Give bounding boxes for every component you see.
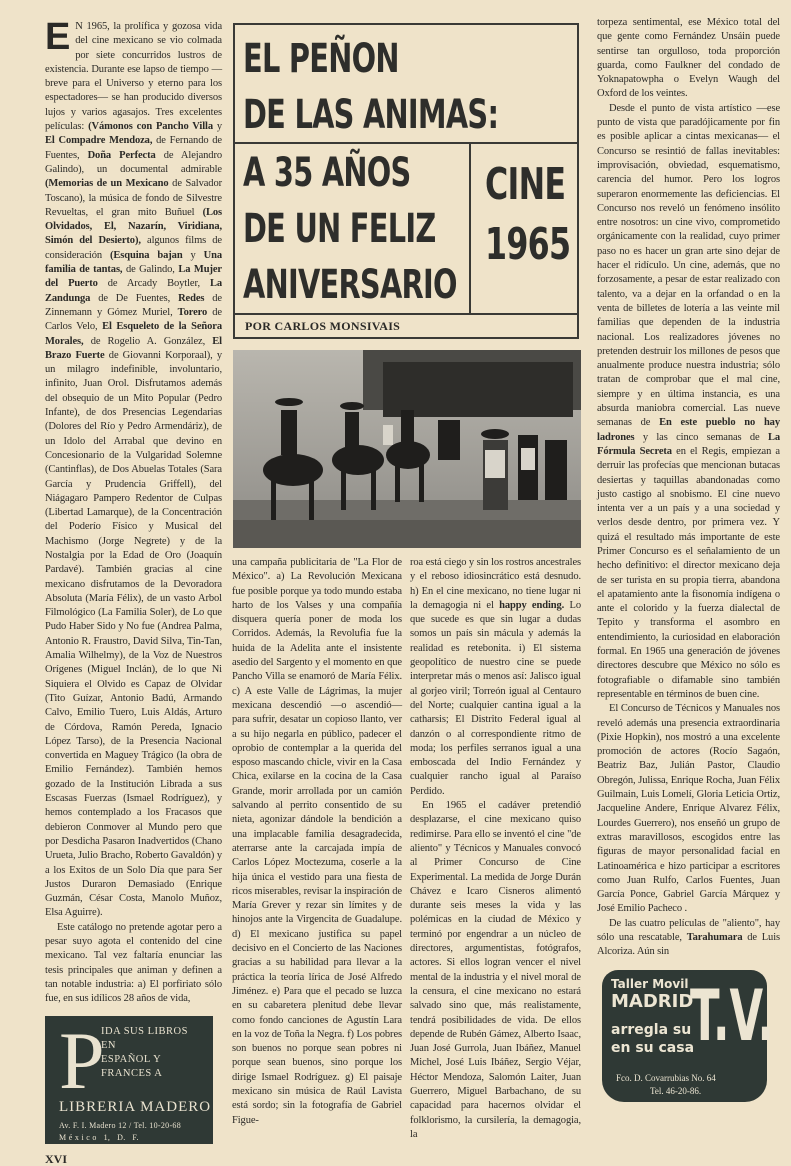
text-run: en el Regis, empiezan a derruir las profecías que mencionan butacas desiertas y taquillas abandonadas como justo castigo al snobismo. El cine nuevo intenta ver a un país y a una sociedad y verlos desde dentro, por primera vez. Y quizá el resultado más importante de este Primer Concurso es el señalamiento de un hecho definitivo: el director mexicano deja de ser turista en su propia tierra, abandona el apatamiento ante la fisonomía indígena o ante el colorido y la fuerza dialectal de Tepito y transforma el asombro en entendimiento, la curiosidad en elaboración formal. En 1965 una generación de jóvenes directores descubre que México no sólo es fotografiable o difamable sino también representable en términos de buen cine. [597, 445, 780, 700]
film-title: En este pueblo no hay ladrones [597, 417, 780, 443]
text-run: y [182, 249, 204, 261]
film-still-photo [233, 350, 581, 548]
paragraph [45, 921, 222, 1007]
film-title: La Fórmula Secreta [597, 431, 780, 457]
divider [469, 142, 471, 313]
text-run: y [212, 121, 222, 133]
headline-line: EL PEÑON [243, 36, 399, 82]
drop-cap: E [45, 16, 71, 58]
film-title: (Esquina bajan [109, 249, 183, 261]
ad-city: M é x i c o 1, D. F. [59, 1133, 139, 1143]
page-number: XVI [45, 1152, 68, 1166]
ad-line: ESPAÑOL Y [101, 1054, 162, 1066]
film-title: (Los Olvidados, El, Nazarín, Viridiana, Simón del Desierto), [45, 206, 222, 247]
film-title: El Brazo Fuerte [45, 335, 222, 361]
headline-box [233, 23, 579, 339]
text-run: de Luis Alcoriza. Aún sin [597, 932, 780, 958]
text-run: de Salvador Toscano), la música de fondo de Silvestre Revueltas, el gran mito Buñuel [45, 178, 222, 218]
film-title: Una familia de tantas, [45, 249, 222, 276]
ad-shop-name: LIBRERIA MADERO [59, 1099, 212, 1116]
text-run: Este catálogo no pretende agotar pero a pesar suyo agota el contenido del cine mexicano. Tal vez faltaría enunciar las tesis principales que animan y definen a tan notable industria: a) El porfiriato sólo fue, en sus idílicos 28 años de vida, [45, 921, 222, 1005]
film-title: La Mujer del Puerto [45, 264, 222, 290]
film-title: Tarahumara [686, 932, 743, 943]
film-title: La Zandunga [45, 278, 222, 304]
film-title: (Memorias de un Mexicano [45, 178, 169, 190]
text-run: de Carlos Velo, [45, 306, 222, 333]
text-run: El Concurso de Técnicos y Manuales nos reveló además una presencia extraordinaria (Pixie Hopkin), nos mostró a una excelente promoción de actores (Rocío Sagaón, Beatriz Baz, Julián Pastor, Claudio Obregón, Julissa, Enrique Rocha, Juan Félix Guilmain, Luis Lomelí, Gloria Leticia Ortiz, Jacqueline Andere, Enrique Alvarez Félix, Lourdes Guerrero), nos enseñó un grupo de extras maravillosos, escogidos entre las figuras de mayor personalidad facial en Latinoamérica e hizo participar a escritores como Juan Rulfo, Carlos Fuentes, Juan García Ponce, Gabriel García Márquez y José Emilio Pacheco . [597, 703, 780, 915]
ad-line: FRANCES A [101, 1068, 163, 1080]
left-column-stack [45, 16, 223, 1166]
section-label [485, 145, 570, 285]
ad-phone: Tel. 46-20-86. [650, 1085, 702, 1096]
text-run: torpeza sentimental, ese México total del que gente como Fernández Unsáin puede sentirse tan orgulloso, toda proporción guarda, como Faulkner del condado de Yoknapatowpha o Evelyn Waugh del Oxford de los veintes. [597, 17, 780, 100]
text-run: de Fernando de Fuentes, [45, 135, 222, 161]
horsemen-photo-image [233, 350, 581, 548]
text-run: de Galindo, [122, 264, 179, 276]
text-run: de Rogelio A. González, [83, 335, 213, 347]
film-title: Doña Perfecta [87, 149, 156, 161]
text-run: roa está ciego y sin los rostros ancestrales y el reboso idiosincrático está desnudo. h) En el cine mexicano, no tiene lugar ni la demagogia ni el [410, 557, 581, 611]
article-column-1 [45, 16, 223, 1006]
paragraph [597, 16, 780, 102]
text-run: de Alejandro Galindo), un documental admirable [45, 149, 223, 175]
paragraph [410, 799, 581, 1142]
paragraph [410, 556, 581, 799]
paragraph [232, 556, 402, 1128]
film-title: Torero [177, 306, 208, 318]
film-title: El Compadre Mendoza, [45, 135, 153, 147]
right-column-stack [597, 16, 780, 1102]
text-run: de Arcady Boytler, [97, 278, 210, 290]
headline-sub [243, 145, 457, 313]
text-run: Desde el punto de vista artístico —ese punto de vista que paradójicamente por fin es posible aplicar a cintas mexicanas— el Concurso se resintió de fallas inevitables: improvisación, obviedad, esquematismo, carencia del humor. Pero los logros superaron enormemente las deficiencias. El Concurso nos reveló un fenómeno insólito entre nosotros: un cine vivo, comprometido orgánicamente con la realidad, cuyo primer paso no es hacer un gran arte sino dejar de hacer el ridículo. Un cine, además, que no forzosamente, a pesar de estar realizado con talento, va a dejar en la orfandad o en la venta de billetes de lotería a las veinte mil familias que dependen de la industria nacional. Los realizadores jóvenes no pretenden destruir los millones de pesos que anualmente produce nuestra industria; sólo tratan de comprobar que el mal cine, siempre y en última instancia, es una absurda maniobra comercial. Las nueve semanas de [597, 102, 780, 429]
text-run: una campaña publicitaria de "La Flor de México". a) La Revolución Mexicana fue posible porque ya todo mundo estaba harto de los Valses y una compañía disquera quería poner de moda los Corridos. Además, la Revolufia fue la huida de la Adelita ante el insistente asedio del Sargento y el momento en que Pancho Villa se enamoró de María Félix. c) A este Valle de Lágrimas, la mujer mexicana descendió —o ascendió— para sufrir, desatar un copioso llanto, ver a su hijo negarla en público, padecer el oprobio de contemplar a la querida del esposo mascando chicle, vivir en la Casa Chica, exilarse en la cocina de la Casa Grande, morir arrollada por un camión salvando al perrito consentido de su nieta, agonizar dándole la bendición a una implacable familia desagradecida, aterrarse ante la carcajada impía de Carlos López Moctezuma, coserle a la hija única el vestido para una fiesta de ricos miserables, revisar la inspiración de María Grever y rezar sin límites y de hinojos ante la Virgencita de Guadalupe. d) El mexicano justifica su papel decisivo en el Concierto de las Naciones gracias a su habilidad para llevar a la práctica la teoría lírica de José Alfredo Jiménez. e) Para que el pecado se luzca en su cabaretera plenitud debe llevar como fondo canciones de Agustín Lara en la voz de Toña la Negra. f) Los pobres son buenos no porque sean pobres ni porque sean buenos, sino porque los dirige Ismael Rodríguez. g) El paisaje mexicano sin música de Raúl Lavista está sordo; sin la fotografía de Gabriel Figue- [232, 557, 402, 1126]
ad-taller-tv [602, 970, 774, 1102]
ad-initial: P [59, 1015, 105, 1107]
byline: POR CARLOS MONSIVAIS [245, 319, 401, 333]
ad-line: en su casa [611, 1039, 695, 1056]
article-column-2 [232, 556, 402, 1128]
ad-line: IDA SUS LIBROS [101, 1026, 188, 1038]
article-column-4 [597, 16, 780, 960]
paragraph [597, 702, 780, 916]
ad-libreria-madero [45, 1016, 213, 1144]
text-run: algunos films de consideración [45, 235, 222, 261]
ad-line: MADRID [611, 990, 694, 1012]
film-title: El Esqueleto de la Señora Morales, [45, 321, 223, 347]
ad-line: arregla su [611, 1021, 692, 1038]
ad-line: EN [101, 1040, 116, 1052]
divider [235, 313, 577, 315]
section-line: 1965 [485, 219, 571, 270]
article-column-3 [410, 556, 581, 1142]
text-run: y las cinco semanas de [634, 431, 768, 443]
ad-line: Taller Movil [611, 976, 689, 991]
headline-line: DE LAS ANIMAS: [243, 92, 499, 138]
ad-address: Fco. D. Covarrubias No. 64 [616, 1072, 716, 1083]
text-run: De las cuatro películas de "aliento", hay sólo una rescatable, [597, 917, 780, 943]
film-title: (Vámonos con Pancho Villa [88, 121, 213, 133]
paragraph [45, 16, 223, 921]
ad-tv-letters: T.V. [690, 974, 774, 1057]
text-run: de Zinnemann y Gómez Muriel, [45, 292, 222, 318]
ad-address: Av. F. I. Madero 12 / Tel. 10-20-68 [59, 1121, 182, 1131]
paragraph [597, 102, 780, 702]
headline-line: DE UN FELIZ [243, 206, 436, 252]
headline-main [243, 31, 498, 143]
text-run: de De Fuentes, [90, 292, 179, 304]
text-run: de Giovanni Korporaal), y un milagro indefinible, involuntario, infinito, Juan Orol. Disfrutamos además del obsequio de un Mito Popular (Pedro Infante), de dos Presencias Legendarias (Dolores del Río y Pedro Armendáriz), de un Idolo del Arrabal que devino en Concesionario de la Vulgaridad Solemne (Cantinflas), de Dos Abuelas Totales (Sara García y Prudencia Griffell), del Niágagaro Pampero Redentor de Culpas (Libertad Lamarque), de la Concentración del Poderío Físico y Musical del Machismo (Jorge Negrete) y de la Nostalgia por la Edad de Oro (Joaquín Pardavé). También gracias al cine mexicano disfrutamos de la Devoradora Absoluta (María Félix), de un vasto Arbol Filmológico (La Familia Soler), de Lo que Pudo Haber Sido y No fue (Andrea Palma, Antonio R. Fraustro, David Silva, Tin-Tan, Amalia Wilhelmy), de la Voz de Nuestros Orígenes (Miguel Inclán), de lo que Ni Siquiera el Olvido es Capaz de Olvidar (Tito Guízar, Antonio Badú, Armando Calvo, Emilio Tuero, Luis Aldás, Arturo de Córdova, Ramón Pereda, Ignacio López Tarso), de la Presencia Nacional convertida en Maguey Trágico (la obra de Emilio Fernández). También hemos gozado de la Institución Librada a sus Escasas Fuerzas (Ismael Rodríguez), y hemos contemplado a los Fracasos que debieron Conmover al Mundo pero que por Desdicha Pasaron Inadvertidos (Chano Urueta, Julio Bracho, Roberto Gavaldón) y a los Exitos de un Solo Día que para Ser Justos Duraron Demasiado (Enrique Guzmán, César Costa, Manolo Muñoz, Elsa Aguirre). [45, 349, 222, 919]
headline-line: A 35 AÑOS [243, 150, 411, 196]
paragraph [597, 917, 780, 960]
text-run: En 1965 el cadáver pretendió desplazarse, el cine mexicano quiso redimirse. Para ello se inventó el cine "de aliento" y Técnicos y Manuales convocó al Primer Concurso de Cine Experimental. La medida de Jorge Durán Chávez e Icaro Cisneros alimentó durante seis meses la vida y las polémicas en la ciudad de México y terminó por engendrar a un núcleo de directores, argumentistas, fotógrafos, actores. Si ellos logran vencer el nivel mental de la industria y el nivel moral de la censura, el cine mexicano no estará salvado sino que, más realistamente, tendrá posibilidades de vida. De ellos depende de Rubén Gámez, Alberto Isaac, Juan José Gurrola, Juan Ibáñez, Manuel Michel, José Luis Ibáñez, Sergio Véjar, Héctor Mendoza, Salomón Laiter, Juan Guerrero, Miguel Barbachano, de su capacidad para hacernos olvidar el folklorismo, la cursilería, la demagogia, la [410, 800, 581, 1140]
text-run: Lo que sucede es que sin lugar a dudas somos un país sin mácula y además la realidad es retebonita. i) El sistema geopolítico de nuestro cine se puede interpretar más o menos así: Jalisco igual al gorjeo viril; Torreón igual al Centauro del Norte; cualquier cantina igual a la catharsis; El Distrito Federal igual al danzón o al correspondiente ritmo de moda; los perfiles serranos igual a una emboscada del Indio Fernández y cualquier rancho igual al Paraíso Perdido. [410, 599, 581, 797]
section-line: CINE [485, 159, 566, 210]
film-title: Redes [178, 292, 205, 304]
film-title: happy ending. [499, 599, 565, 611]
text-run: N 1965, la prolífica y gozosa vida del cine mexicano se vio colmada por siete concurridos lustros de existencia. Durante ese lapso de tiempo —breve para el Universo y eterno para los espectadores— se han producido diversos lujos y varios agasajos. Tres excelentes películas: [45, 21, 222, 133]
headline-line: ANIVERSARIO [243, 262, 457, 308]
